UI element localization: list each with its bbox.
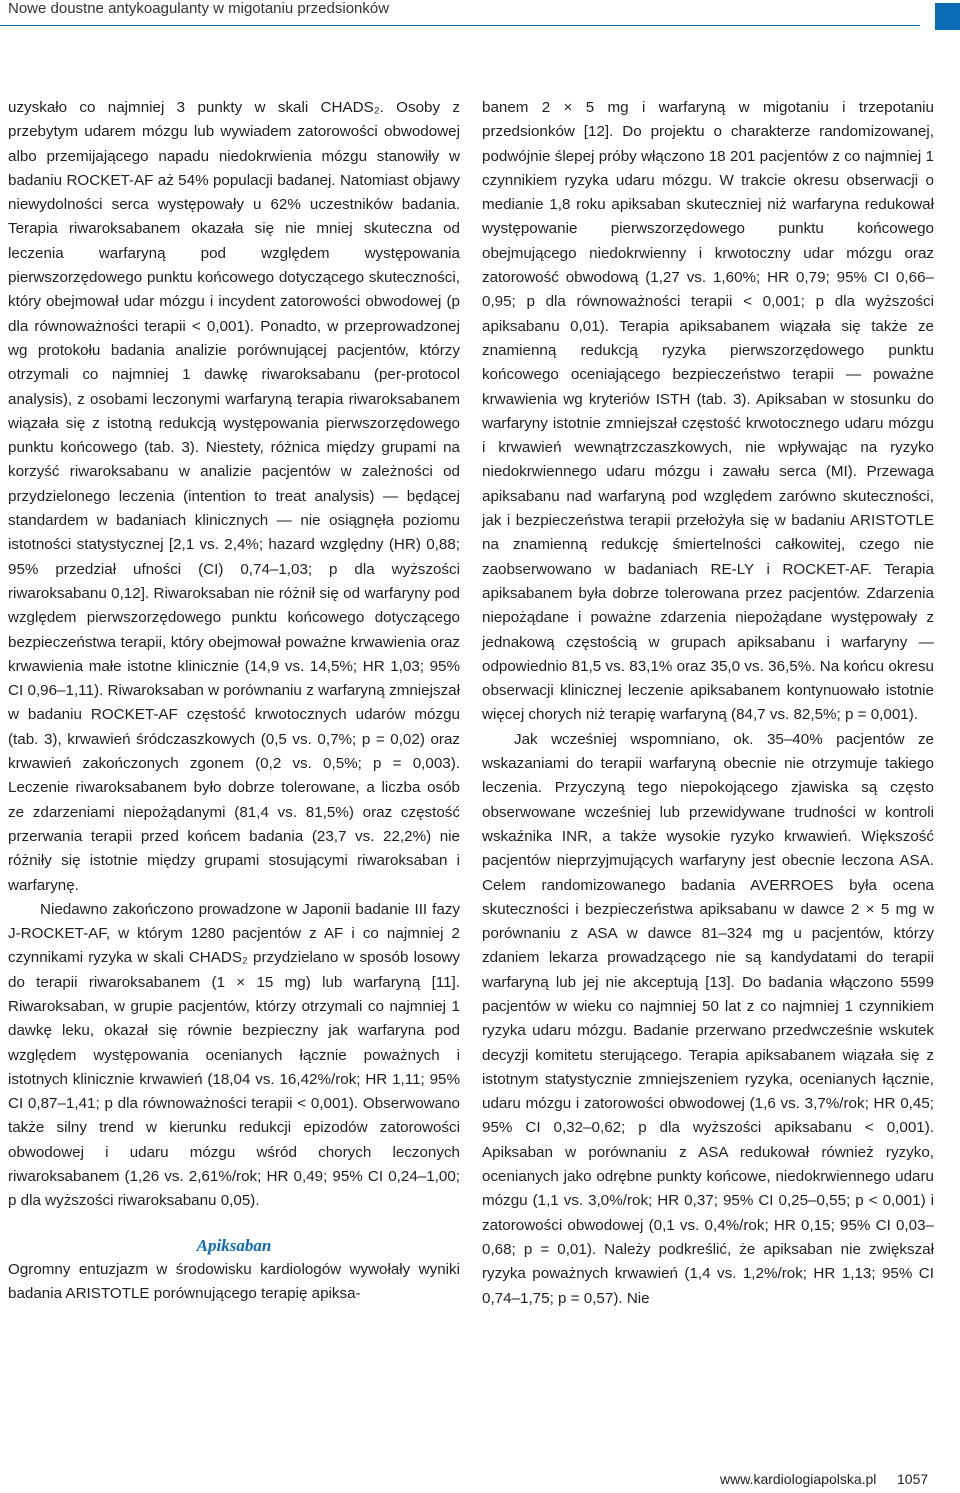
section-heading-apiksaban: Apiksaban [196, 1235, 272, 1255]
running-title: Nowe doustne antykoagulanty w migotaniu przedsionków [8, 0, 390, 17]
left-paragraph-3: Ogromny entuzjazm w środowisku kardiologów wywołały wyniki badania ARISTOTLE porównującego terapię apiksa- [8, 1260, 460, 1302]
header-rule [0, 25, 920, 26]
page-number: 1057 [897, 1471, 929, 1487]
left-paragraph-1: uzyskało co najmniej 3 punkty w skali CHADS₂. Osoby z przebytym udarem mózgu lub wywiadem zatorowości obwodowej albo przemijającego napadu niedokrwienia mózgu stanowiły w badaniu ROCKET-AF aż 54% populacji badanej. Natomiast objawy niewydolności serca występowały u 62% uczestników badania. Terapia riwaroksabanem okazała się nie mniej skuteczna od leczenia warfaryną pod względem występowania pierwszorzędowego punktu końcowego dotyczącego skuteczności, który obejmował udar mózgu i incydent zatorowości obwodowej (p dla równoważności terapii < 0,001). Ponadto, w przeprowadzonej wg protokołu badania analizie porównującej pacjentów, którzy otrzymali co najmniej 1 dawkę riwaroksabanu (per-protocol analysis), z osobami leczonymi warfaryną terapia riwaroksabanem wiązała się z istotną redukcją występowania pierwszorzędowego punktu końcowego (tab. 3). Niestety, różnica między grupami na korzyść riwaroksabanu w analizie pacjentów w zależności od przydzielonego leczenia (intention to treat analysis) — będącej standardem w badaniach klinicznych — nie osiągnęła poziomu istotności statystycznej [2,1 vs. 2,4%; hazard względny (HR) 0,88; 95% przedział ufności (CI) 0,74–1,03; p dla wyższości riwaroksabanu 0,12]. Riwaroksaban nie różnił się od warfaryny pod względem pierwszorzędowego punktu końcowego dotyczącego bezpieczeństwa terapii, który obejmował poważne krwawienia oraz krwawienia małe istotne klinicznie (14,9 vs. 14,5%; HR 1,03; 95% CI 0,96–1,11). Riwaroksaban w porównaniu z warfaryną zmniejszał w badaniu ROCKET-AF częstość krwotocznych udarów mózgu (tab. 3), krwawień śródczaszkowych (0,5 vs. 0,7%; p = 0,02) oraz krwawień zakończonych zgonem (0,2 vs. 0,5%; p = 0,003). Leczenie riwaroksabanem było dobrze tolerowane, a liczba osób ze zdarzeniami niepożądanymi (81,4 vs. 81,5%) oraz częstość przerwania terapii przed końcem badania (23,7 vs. 22,2%) nie różniły się istotnie między grupami stosującymi riwaroksaban i warfarynę. [8, 99, 460, 894]
right-column [482, 96, 934, 1311]
right-paragraph-2: Jak wcześniej wspomniano, ok. 35–40% pacjentów ze wskazaniami do terapii warfaryną obecnie nie otrzymuje takiego leczenia. Przyczyną tego niepokojącego zjawiska są często obserwowane wcześniej lub przewidywane trudności w kontroli wskaźnika INR, a także wysokie ryzyko krwawień. Większość pacjentów nieprzyjmujących warfaryny jest obecnie leczona ASA. Celem randomizowanego badania AVERROES była ocena skuteczności i bezpieczeństwa apiksabanu w dawce 2 × 5 mg w porównaniu z ASA w dawce 81–324 mg u pacjentów, którzy zdaniem lekarza prowadzącego nie są kandydatami do terapii warfaryną lub jej nie akceptują [13]. Do badania włączono 5599 pacjentów w wieku co najmniej 50 lat z co najmniej 1 czynnikiem ryzyka udaru mózgu. Badanie przerwano przedwcześnie wskutek decyzji komitetu sterującego. Terapia apiksabanem wiązała się z istotnym statystycznie zmniejszeniem ryzyka, ocenianych łącznie, udaru mózgu i zatorowości obwodowej (1,6 vs. 3,7%/rok; HR 0,45; 95% CI 0,32–0,62; p dla wyższości apiksabanu < 0,001). Apiksaban w porównaniu z ASA redukował również ryzyko, ocenianych jako odrębne punkty końcowe, niedokrwiennego udaru mózgu (1,1 vs. 3,0%/rok; HR 0,37; 95% CI 0,25–0,55; p < 0,001) i zatorowości obwodowej (0,1 vs. 0,4%/rok; HR 0,15; 95% CI 0,03–0,68; p = 0,01). Należy podkreślić, że apiksaban nie zwiększał ryzyka poważnych krwawień (1,4 vs. 1,2%/rok; HR 1,13; 95% CI 0,74–1,75; p = 0,57). Nie [482, 730, 934, 1307]
header-accent-block [935, 3, 960, 30]
journal-url: www.kardiologiapolska.pl [720, 1471, 877, 1487]
right-paragraph-1: banem 2 × 5 mg i warfaryną w migotaniu i trzepotaniu przedsionków [12]. Do projektu o charakterze randomizowanej, podwójnie ślepej próby włączono 18 201 pacjentów z co najmniej 1 czynnikiem ryzyka udaru mózgu. W trakcie okresu obserwacji o medianie 1,8 roku apiksaban skuteczniej niż warfaryna redukował występowanie pierwszorzędowego punktu końcowego obejmującego niedokrwienny i krwotoczny udar mózgu oraz zatorowość obwodową (1,27 vs. 1,60%; HR 0,79; 95% CI 0,66–0,95; p dla równoważności terapii < 0,001; p dla wyższości apiksabanu 0,01). Terapia apiksabanem wiązała się także ze znamienną redukcją ryzyka pierwszorzędowego punktu końcowego oceniającego bezpieczeństwo terapii — poważne krwawienia wg kryteriów ISTH (tab. 3). Apiksaban w stosunku do warfaryny istotnie zmniejszał częstość krwotocznego udaru mózgu i krwawień wewnątrzczaszkowych, nie wpływając na ryzyko niedokrwiennego udaru mózgu i zawału serca (MI). Przewaga apiksabanu nad warfaryną pod względem zarówno skuteczności, jak i bezpieczeństwa terapii przełożyła się w badaniu ARISTOTLE na znamienną redukcję śmiertelności całkowitej, czego nie zaobserwowano w badaniach RE-LY i ROCKET-AF. Terapia apiksabanem była dobrze tolerowana przez pacjentów. Zdarzenia niepożądane i poważne zdarzenia niepożądane występowały z jednakową częstością w grupach apiksabanu i warfaryny — odpowiednio 81,5 vs. 83,1% oraz 35,0 vs. 36,5%. Na końcu okresu obserwacji klinicznej leczenie apiksabanem kontynuowało istotnie więcej chorych niż terapię warfaryną (84,7 vs. 82,5%; p = 0,001). [482, 99, 934, 724]
page-header [0, 0, 960, 40]
left-column [8, 96, 460, 1306]
left-paragraph-2: Niedawno zakończono prowadzone w Japonii badanie III fazy J-ROCKET-AF, w którym 1280 pacjentów z AF i co najmniej 2 czynnikami ryzyka w skali CHADS₂ przydzielano w sposób losowy do terapii riwaroksabanem (1 × 15 mg) lub warfaryną [11]. Riwaroksaban, w grupie pacjentów, którzy otrzymali co najmniej 1 dawkę leku, okazał się równie bezpieczny jak warfaryna pod względem występowania ocenianych łącznie poważnych i istotnych klinicznie krwawień (18,04 vs. 16,42%/rok; HR 1,11; 95% CI 0,87–1,41; p dla równoważności terapii < 0,001). Obserwowano także silny trend w kierunku redukcji epizodów zatorowości obwodowej i udaru mózgu wśród chorych leczonych riwaroksabanem (1,26 vs. 2,61%/rok; HR 0,49; 95% CI 0,24–1,00; p dla wyższości riwaroksabanu 0,05). [8, 900, 460, 1210]
